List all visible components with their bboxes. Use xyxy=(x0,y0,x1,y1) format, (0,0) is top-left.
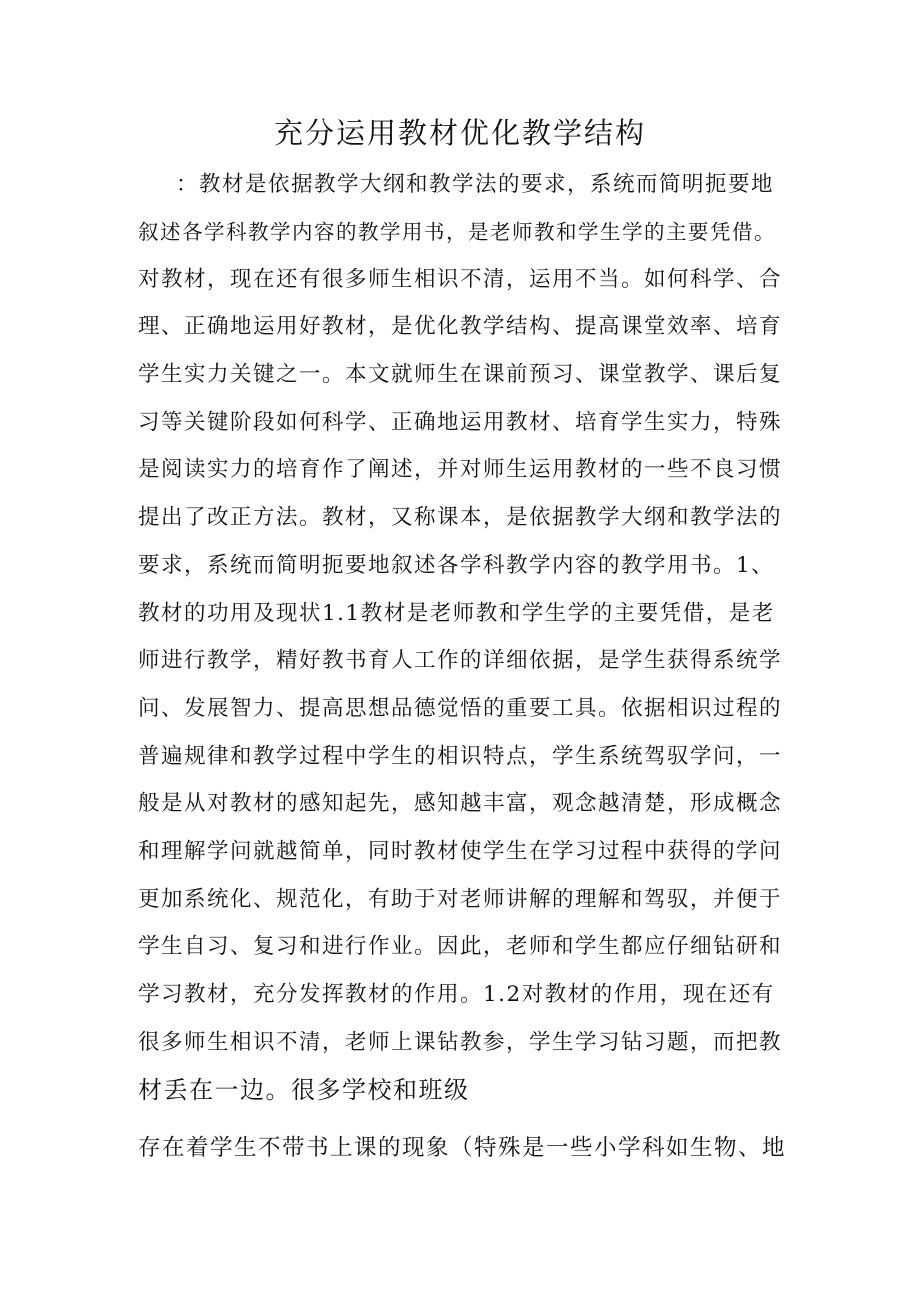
body-line-7: 是阅读实力的培育作了阐述，并对师生运用教材的一些不良习惯 xyxy=(138,457,783,482)
body-line-8: 提出了改正方法。教材，又称课本，是依据教学大纲和教学法的 xyxy=(138,505,783,530)
body-line-11: 师进行教学，精好教书育人工作的详细依据，是学生获得系统学 xyxy=(138,648,783,673)
body-line-9: 要求，系统而简明扼要地叙述各学科教学内容的教学用书。1、 xyxy=(138,553,775,578)
body-line-6: 习等关键阶段如何科学、正确地运用教材、培育学生实力，特殊 xyxy=(138,410,783,435)
body-line-13: 普遍规律和教学过程中学生的相识特点，学生系统驾驭学问，一 xyxy=(138,744,783,769)
body-line-18: 学习教材，充分发挥教材的作用。1.2对教材的作用，现在还有 xyxy=(138,982,775,1007)
body-line-21: 存在着学生不带书上课的现象（特殊是一些小学科如生物、地 xyxy=(138,1135,787,1161)
body-line-17: 学生自习、复习和进行作业。因此，老师和学生都应仔细钻研和 xyxy=(138,934,783,959)
body-line-16: 更加系统化、规范化，有助于对老师讲解的理解和驾驭，并便于 xyxy=(138,887,783,912)
body-line-12: 问、发展智力、提高思想品德觉悟的重要工具。依据相识过程的 xyxy=(138,696,783,721)
body-line-2: 叙述各学科教学内容的教学用书，是老师教和学生学的主要凭借。 xyxy=(138,220,776,244)
body-line-5: 学生实力关键之一。本文就师生在课前预习、课堂教学、课后复 xyxy=(138,362,783,387)
body-line-19: 很多师生相识不清，老师上课钻教参，学生学习钻习题，而把教 xyxy=(138,1030,783,1055)
body-line-4: 理、正确地运用好教材，是优化教学结构、提高课堂效率、培育 xyxy=(138,314,783,339)
body-line-3: 对教材，现在还有很多师生相识不清，运用不当。如何科学、合 xyxy=(138,267,783,292)
body-line-10: 教材的功用及现状1.1教材是老师教和学生学的主要凭借，是老 xyxy=(138,601,775,626)
body-line-20: 材丢在一边。很多学校和班级 xyxy=(138,1076,470,1104)
body-line-14: 般是从对教材的感知起先，感知越丰富，观念越清楚，形成概念 xyxy=(138,791,783,816)
body-line-1: ：教材是依据教学大纲和教学法的要求，系统而简明扼要地 xyxy=(176,172,775,197)
body-line-15: 和理解学问就越简单，同时教材使学生在学习过程中获得的学问 xyxy=(138,839,783,864)
document-title: 充分运用教材优化教学结构 xyxy=(273,116,646,150)
